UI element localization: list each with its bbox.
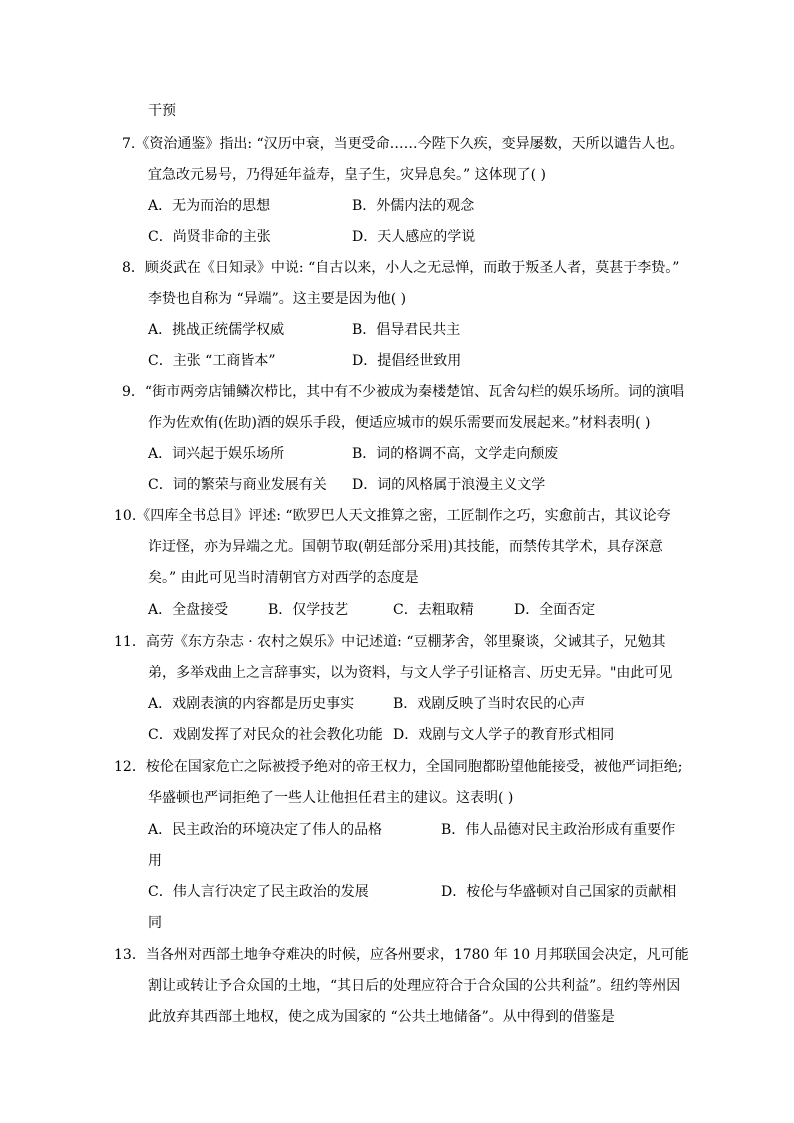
q12-stem-line2: 华盛顿也严词拒绝了一些人让他担任君主的建议。这表明( ) [148, 790, 514, 806]
q10-stem-line3: 矣。” 由此可见当时清朝官方对西学的态度是 [148, 570, 419, 586]
q9-option-a: A．词兴起于娱乐场所 [148, 446, 285, 462]
q11-option-b: B．戏剧反映了当时农民的心声 [393, 696, 586, 712]
q12-option-d: D．桉伦与华盛顿对自己国家的贡献相 [441, 884, 677, 900]
q12-stem-line1: 12．桉伦在国家危亡之际被授予绝对的帝王权力，全国同胞都盼望他能接受，被他严词拒绝; [114, 759, 683, 775]
q9-stem-line1: 9．“街市两旁店铺鳞次栉比，其中有不少被成为秦楼楚馆、瓦舍勾栏的娱乐场所。词的演唱 [122, 384, 685, 400]
q10-option-c: C．去粗取精 [393, 602, 474, 618]
q12-option-a: A．民主政治的环境决定了伟人的品格 [148, 822, 383, 838]
q9-stem-line2: 作为佐欢侑(佐助)酒的娱乐手段，便适应城市的娱乐需要而发展起来。”材料表明( ) [148, 415, 651, 431]
q9-option-b: B．词的格调不高，文学走向颓废 [352, 446, 559, 462]
q8-option-b: B．倡导君民共主 [352, 322, 461, 338]
q12-option-d-wrap: 同 [148, 915, 162, 931]
q7-option-c: C．尚贤非命的主张 [148, 229, 271, 245]
q7-stem-line1: 7.《资治通鉴》指出: “汉历中衰，当更受命……今陛下久疾，变异屡数，天所以谴告人也。 [122, 136, 684, 152]
q12-option-b-wrap: 用 [148, 853, 162, 869]
q10-stem-line2: 诈迂怪，亦为异端之尤。国朝节取(朝廷部分采用)其技能，而禁传其学术，具存深意 [148, 539, 663, 555]
q8-option-c: C．主张 “工商皆本” [148, 353, 276, 369]
q10-stem-line1: 10.《四库全书总目》评述: “欧罗巴人天文推算之密，工匠制作之巧，实愈前古，其议论夸 [114, 508, 671, 524]
q13-stem-line2: 割让或转让予合众国的土地，“其日后的处理应符合于合众国的公共利益”。纽约等州因 [148, 978, 681, 994]
q6-continuation: 干预 [148, 103, 176, 119]
q11-stem-line1: 11．高劳《东方杂志 · 农村之娱乐》中记述道: “豆棚茅舍，邻里聚谈，父诫其子，兄勉其 [114, 634, 666, 650]
q11-stem-line2: 弟，多举戏曲上之言辞事实，以为资料，与文人学子引证格言、历史无异。"由此可见 [148, 665, 673, 681]
q12-option-c: C．伟人言行决定了民主政治的发展 [148, 884, 369, 900]
q11-option-a: A．戏剧表演的内容都是历史事实 [148, 696, 355, 712]
q7-stem-line2: 宜急改元易号，乃得延年益寿，皇子生，灾异息矣。” 这体现了( ) [148, 167, 546, 183]
q8-stem-line1: 8．顾炎武在《日知录》中说: “自古以来，小人之无忌惮，而敢于叛圣人者，莫甚于李贽。” [122, 260, 680, 276]
q9-option-d: D．词的风格属于浪漫主义文学 [352, 477, 546, 493]
q8-option-d: D．提倡经世致用 [352, 353, 462, 369]
q12-option-b: B．伟人品德对民主政治形成有重要作 [441, 822, 676, 838]
q7-option-d: D．天人感应的学说 [352, 229, 476, 245]
q10-option-a: A．全盘接受 [148, 602, 229, 618]
q7-option-a: A．无为而治的思想 [148, 198, 271, 214]
q8-stem-line2: 李贽也自称为 “异端”。这主要是因为他( ) [148, 291, 407, 307]
q10-option-d: D．全面否定 [514, 602, 596, 618]
q7-option-b: B．外儒内法的观念 [352, 198, 475, 214]
q8-option-a: A．挑战正统儒学权威 [148, 322, 285, 338]
q13-stem-line3: 此放弃其西部土地权，使之成为国家的 “公共土地储备”。从中得到的借鉴是 [148, 1009, 615, 1025]
q10-option-b: B．仅学技艺 [268, 602, 349, 618]
q9-option-c: C．词的繁荣与商业发展有关 [148, 477, 327, 493]
q13-stem-line1: 13．当各州对西部土地争夺难决的时候，应各州要求，1780 年 10 月邦联国会决定，凡可能 [114, 947, 689, 963]
q11-option-d: D．戏剧与文人学子的教育形式相同 [393, 727, 615, 743]
q11-option-c: C．戏剧发挥了对民众的社会教化功能 [148, 727, 383, 743]
